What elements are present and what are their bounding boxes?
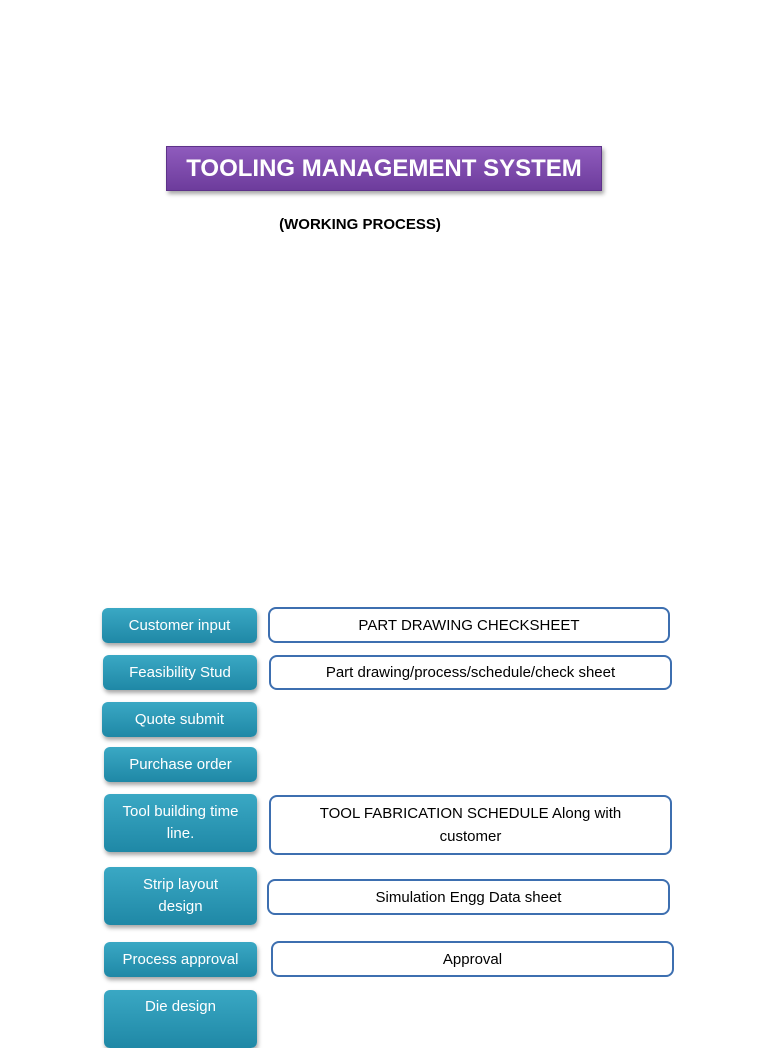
step-quote-submit: Quote submit	[102, 702, 257, 737]
step-purchase-order: Purchase order	[104, 747, 257, 782]
step-customer-input: Customer input	[102, 608, 257, 643]
page-subtitle: (WORKING PROCESS)	[279, 216, 441, 233]
page-title: TOOLING MANAGEMENT SYSTEM	[166, 146, 602, 191]
step-strip-layout-design: Strip layout design	[104, 867, 257, 925]
note-part-drawing-process-schedule: Part drawing/process/schedule/check sheet	[269, 655, 672, 690]
note-tool-fabrication-schedule: TOOL FABRICATION SCHEDULE Along with customer	[269, 795, 672, 855]
note-part-drawing-checksheet: PART DRAWING CHECKSHEET	[268, 607, 670, 643]
step-process-approval: Process approval	[104, 942, 257, 977]
step-die-design: Die design	[104, 990, 257, 1048]
note-simulation-engg-data-sheet: Simulation Engg Data sheet	[267, 879, 670, 915]
step-tool-building-time-line: Tool building time line.	[104, 794, 257, 852]
note-approval: Approval	[271, 941, 674, 977]
step-feasibility-study: Feasibility Stud	[103, 655, 257, 690]
